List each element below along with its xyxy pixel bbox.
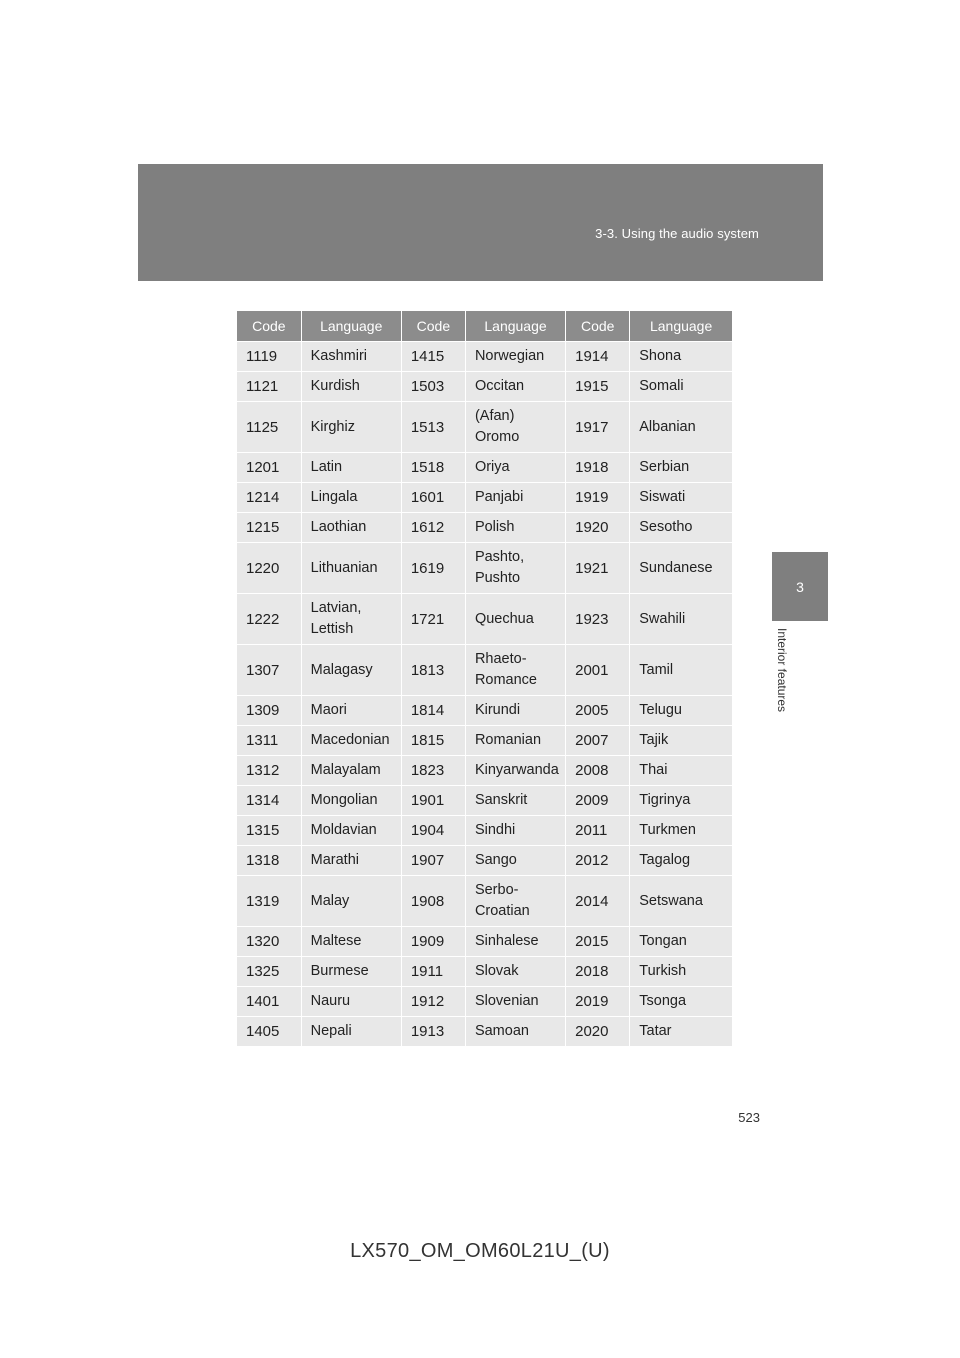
language-cell: Oriya: [465, 453, 565, 483]
code-cell: 1920: [566, 513, 630, 543]
code-cell: 1318: [237, 846, 301, 876]
table-row: [237, 594, 732, 645]
language-cell: Mongolian: [301, 786, 401, 816]
code-cell: 2019: [566, 987, 630, 1017]
language-cell: Romanian: [465, 726, 565, 756]
code-cell: 1121: [237, 372, 301, 402]
language-cell: Pashto, Pushto: [465, 543, 565, 594]
section-title: 3-3. Using the audio system: [595, 226, 759, 241]
language-cell: Siswati: [630, 483, 732, 513]
language-cell: Latin: [301, 453, 401, 483]
table-row: [237, 846, 732, 876]
language-cell: Albanian: [630, 402, 732, 453]
language-cell: Kirghiz: [301, 402, 401, 453]
code-cell: 1917: [566, 402, 630, 453]
language-cell: Kinyarwanda: [465, 756, 565, 786]
language-code-table: [237, 311, 732, 1046]
language-cell: Lingala: [301, 483, 401, 513]
column-header-code: Code: [237, 311, 301, 342]
language-cell: Malay: [301, 876, 401, 927]
language-cell: Tajik: [630, 726, 732, 756]
language-cell: Tigrinya: [630, 786, 732, 816]
code-cell: 2012: [566, 846, 630, 876]
code-cell: 1923: [566, 594, 630, 645]
code-cell: 1415: [401, 342, 465, 372]
code-cell: 2009: [566, 786, 630, 816]
chapter-tab: [772, 552, 828, 621]
language-cell: Slovenian: [465, 987, 565, 1017]
code-cell: 1912: [401, 987, 465, 1017]
code-cell: 1823: [401, 756, 465, 786]
language-cell: Slovak: [465, 957, 565, 987]
code-cell: 1319: [237, 876, 301, 927]
language-cell: Sindhi: [465, 816, 565, 846]
column-header-language: Language: [630, 311, 732, 342]
table-header-row: [237, 311, 732, 342]
code-cell: 1911: [401, 957, 465, 987]
code-cell: 1309: [237, 696, 301, 726]
language-cell: Swahili: [630, 594, 732, 645]
language-cell: Nepali: [301, 1017, 401, 1047]
table-row: [237, 987, 732, 1017]
table-row: [237, 372, 732, 402]
code-cell: 1214: [237, 483, 301, 513]
language-cell: Burmese: [301, 957, 401, 987]
code-cell: 1513: [401, 402, 465, 453]
column-header-language: Language: [301, 311, 401, 342]
code-cell: 1921: [566, 543, 630, 594]
header-band: [138, 164, 823, 281]
code-cell: 2018: [566, 957, 630, 987]
language-cell: Serbo- Croatian: [465, 876, 565, 927]
code-cell: 1619: [401, 543, 465, 594]
code-cell: 1314: [237, 786, 301, 816]
language-cell: Tagalog: [630, 846, 732, 876]
code-cell: 1815: [401, 726, 465, 756]
language-cell: Maltese: [301, 927, 401, 957]
code-cell: 1518: [401, 453, 465, 483]
language-cell: Sanskrit: [465, 786, 565, 816]
table-row: [237, 957, 732, 987]
column-header-code: Code: [566, 311, 630, 342]
language-cell: Thai: [630, 756, 732, 786]
language-cell: Occitan: [465, 372, 565, 402]
code-cell: 1220: [237, 543, 301, 594]
code-cell: 1918: [566, 453, 630, 483]
code-cell: 2001: [566, 645, 630, 696]
language-cell: Tsonga: [630, 987, 732, 1017]
language-cell: Marathi: [301, 846, 401, 876]
language-cell: Setswana: [630, 876, 732, 927]
language-cell: Sesotho: [630, 513, 732, 543]
language-cell: Sundanese: [630, 543, 732, 594]
code-cell: 1125: [237, 402, 301, 453]
document-id: LX570_OM_OM60L21U_(U): [350, 1240, 610, 1262]
table-row: [237, 645, 732, 696]
language-cell: Tamil: [630, 645, 732, 696]
code-cell: 1311: [237, 726, 301, 756]
language-cell: (Afan) Oromo: [465, 402, 565, 453]
code-cell: 2020: [566, 1017, 630, 1047]
language-cell: Shona: [630, 342, 732, 372]
code-cell: 1612: [401, 513, 465, 543]
table-row: [237, 1017, 732, 1047]
code-cell: 1913: [401, 1017, 465, 1047]
table-row: [237, 816, 732, 846]
code-cell: 1904: [401, 816, 465, 846]
table-row: [237, 483, 732, 513]
code-cell: 1907: [401, 846, 465, 876]
table-row: [237, 726, 732, 756]
code-cell: 1901: [401, 786, 465, 816]
code-cell: 1315: [237, 816, 301, 846]
table-row: [237, 453, 732, 483]
language-cell: Turkmen: [630, 816, 732, 846]
language-cell: Sango: [465, 846, 565, 876]
code-cell: 1215: [237, 513, 301, 543]
language-cell: Malayalam: [301, 756, 401, 786]
language-cell: Tongan: [630, 927, 732, 957]
column-header-code: Code: [401, 311, 465, 342]
table-row: [237, 786, 732, 816]
language-cell: Moldavian: [301, 816, 401, 846]
code-cell: 1813: [401, 645, 465, 696]
language-cell: Panjabi: [465, 483, 565, 513]
code-cell: 2015: [566, 927, 630, 957]
language-cell: Serbian: [630, 453, 732, 483]
table-body: [237, 342, 732, 1047]
language-cell: Sinhalese: [465, 927, 565, 957]
language-cell: Kurdish: [301, 372, 401, 402]
language-cell: Lithuanian: [301, 543, 401, 594]
code-cell: 1919: [566, 483, 630, 513]
code-cell: 1405: [237, 1017, 301, 1047]
language-cell: Turkish: [630, 957, 732, 987]
table-row: [237, 756, 732, 786]
code-cell: 1320: [237, 927, 301, 957]
chapter-label: Interior features: [775, 628, 789, 713]
code-cell: 1721: [401, 594, 465, 645]
language-cell: Tatar: [630, 1017, 732, 1047]
language-cell: Rhaeto- Romance: [465, 645, 565, 696]
table-row: [237, 876, 732, 927]
code-cell: 2011: [566, 816, 630, 846]
language-cell: Maori: [301, 696, 401, 726]
language-cell: Samoan: [465, 1017, 565, 1047]
code-cell: 1915: [566, 372, 630, 402]
code-cell: 1222: [237, 594, 301, 645]
code-cell: 1909: [401, 927, 465, 957]
language-cell: Telugu: [630, 696, 732, 726]
code-cell: 2005: [566, 696, 630, 726]
code-cell: 1307: [237, 645, 301, 696]
table-row: [237, 342, 732, 372]
table-row: [237, 513, 732, 543]
code-cell: 1814: [401, 696, 465, 726]
code-cell: 1325: [237, 957, 301, 987]
language-cell: Kashmiri: [301, 342, 401, 372]
page-number: 523: [738, 1110, 760, 1125]
language-cell: Malagasy: [301, 645, 401, 696]
language-cell: Somali: [630, 372, 732, 402]
code-cell: 1908: [401, 876, 465, 927]
chapter-number: 3: [796, 578, 804, 595]
code-cell: 2008: [566, 756, 630, 786]
code-cell: 1119: [237, 342, 301, 372]
code-cell: 1914: [566, 342, 630, 372]
code-cell: 1503: [401, 372, 465, 402]
language-cell: Macedonian: [301, 726, 401, 756]
code-cell: 1401: [237, 987, 301, 1017]
language-cell: Latvian, Lettish: [301, 594, 401, 645]
table-row: [237, 543, 732, 594]
language-cell: Nauru: [301, 987, 401, 1017]
table-row: [237, 402, 732, 453]
code-cell: 1312: [237, 756, 301, 786]
code-cell: 1201: [237, 453, 301, 483]
language-cell: Kirundi: [465, 696, 565, 726]
code-cell: 2007: [566, 726, 630, 756]
table-row: [237, 927, 732, 957]
column-header-language: Language: [465, 311, 565, 342]
code-cell: 2014: [566, 876, 630, 927]
language-cell: Quechua: [465, 594, 565, 645]
language-cell: Norwegian: [465, 342, 565, 372]
language-cell: Laothian: [301, 513, 401, 543]
table-row: [237, 696, 732, 726]
language-cell: Polish: [465, 513, 565, 543]
code-cell: 1601: [401, 483, 465, 513]
